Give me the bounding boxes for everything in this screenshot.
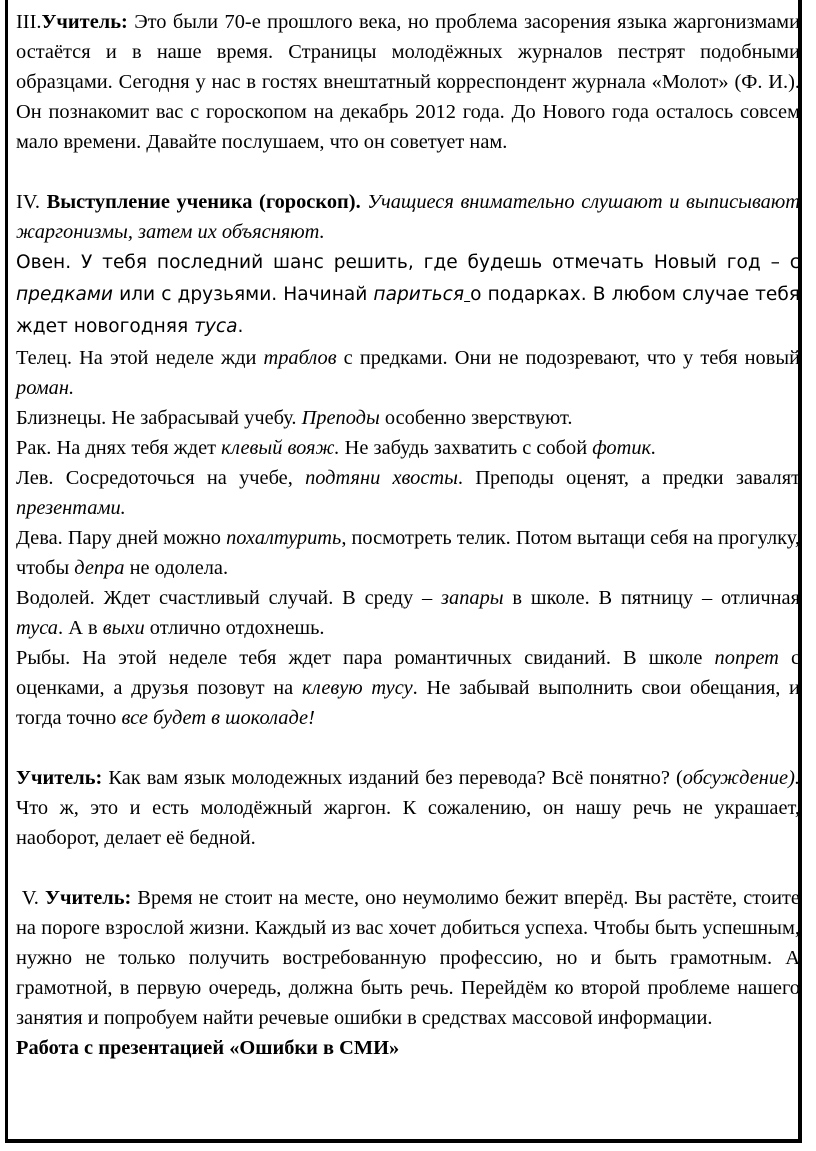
text: или с друзьями. Начинай	[113, 284, 374, 305]
horoscope-rak	[16, 433, 800, 463]
text: отлично отдохнешь.	[144, 617, 325, 639]
text: Рак. На днях тебя ждет	[16, 437, 222, 459]
teacher-discussion-paragraph	[16, 763, 800, 853]
text: Что ж, это и есть молодёжный жаргон. К сожалению, он нашу речь не украшает, наоборот, делает её бедной.	[16, 797, 800, 849]
section-number: III.	[16, 11, 42, 33]
paragraph-text: Это были 70-е прошлого века, но проблема засорения языка жаргонизмами остаётся и в наше время. Страницы молодёжных журналов пестрят подобными образцами. Сегодня у нас в гостях внештатный корреспондент журнала «Молот» (Ф. И.). Он познакомит вас с гороскопом на декабрь 2012 года. До Нового года осталось совсем мало времени. Давайте послушаем, что он советует нам.	[16, 11, 800, 153]
jargon-word: париться	[373, 284, 465, 305]
section-number: IV.	[16, 191, 47, 213]
text: .	[237, 316, 244, 337]
jargon-word: роман.	[16, 377, 75, 399]
text: , посмотреть телик. Потом вытащи себя на прогулку, чтобы	[16, 527, 801, 579]
jargon-word: траблов	[263, 347, 337, 369]
text: Рыбы. На этой неделе тебя ждет пара романтичных свиданий. В школе	[16, 647, 715, 669]
section-3-paragraph	[16, 7, 800, 157]
text: . Не забывай выполнить свои обещания, и тогда точно	[16, 677, 800, 729]
horoscope-lev	[16, 463, 800, 523]
presentation-heading	[16, 1033, 800, 1063]
horoscope-telets	[16, 343, 800, 403]
speaker-label: Учитель:	[44, 887, 132, 909]
jargon-word: туса	[194, 316, 238, 337]
text: . Преподы оценят, а предки завалят	[457, 467, 800, 489]
jargon-word: все будет в шоколаде!	[121, 707, 315, 729]
instruction-text: Учащиеся внимательно слушают и выписывают жаргонизмы, затем их объясняют.	[16, 191, 800, 243]
jargon-word: запары	[441, 587, 504, 609]
text: о подарках. В любом случае тебя ждет новогодняя	[16, 284, 800, 337]
jargon-word: депра	[74, 557, 125, 579]
jargon-word: туса	[16, 617, 58, 639]
text: Как вам язык молодежных изданий без перевода? Всё понятно? (	[102, 767, 683, 789]
jargon-word: похалтурить	[226, 527, 342, 549]
jargon-word: подтяни хвосты	[305, 467, 458, 489]
section-number: V.	[16, 887, 45, 909]
horoscope-ryby	[16, 643, 800, 733]
text: . А в	[58, 617, 103, 639]
stage-direction: обсуждение).	[682, 767, 800, 789]
speaker-label: Учитель:	[41, 11, 128, 33]
text: Не забудь захватить с собой	[339, 437, 593, 459]
section-5-paragraph	[16, 883, 800, 1033]
speaker-label: Учитель:	[16, 767, 103, 789]
text: Дева. Пару дней можно	[16, 527, 227, 549]
text: Близнецы. Не забрасывай учебу.	[16, 407, 302, 429]
jargon-word: фотик.	[592, 437, 657, 459]
jargon-word: клевый вояж.	[221, 437, 340, 459]
horoscope-deva	[16, 523, 800, 583]
text: Водолей. Ждет счастливый случай. В среду –	[16, 587, 442, 609]
jargon-word: Преподы	[301, 407, 380, 429]
document-body	[16, 7, 800, 1063]
text: Овен. У тебя последний шанс решить, где будешь отмечать Новый год – с	[16, 252, 800, 273]
section-title: Выступление ученика (гороскоп).	[46, 191, 361, 213]
jargon-word: попрет	[714, 647, 779, 669]
jargon-word: презентами.	[16, 497, 126, 519]
text: в школе. В пятницу – отличная	[503, 587, 800, 609]
text: не одолела.	[124, 557, 229, 579]
jargon-word: клевую тусу	[301, 677, 413, 699]
section-4-paragraph	[16, 187, 800, 247]
horoscope-vodoley	[16, 583, 800, 643]
text: особенно зверствуют.	[379, 407, 573, 429]
jargon-word: выхи	[102, 617, 145, 639]
heading-text: Работа с презентацией «Ошибки в СМИ»	[16, 1037, 400, 1059]
paragraph-text: Время не стоит на месте, оно неумолимо бежит вперёд. Вы растёте, стоите на пороге взрослой жизни. Каждый из вас хочет добиться успеха. Чтобы быть успешным, нужно не только получить востребованную профессию, но и быть грамотным. А грамотной, в первую очередь, должна быть речь. Перейдём ко второй проблеме нашего занятия и попробуем найти речевые ошибки в средствах массовой информации.	[16, 887, 800, 1029]
jargon-word: предками	[16, 284, 113, 305]
horoscope-bliznetsy	[16, 403, 800, 433]
horoscope-oven	[16, 247, 800, 343]
text: Телец. На этой неделе жди	[16, 347, 264, 369]
text: Лев. Сосредоточься на учебе,	[16, 467, 306, 489]
text: с оценками, а друзья позовут на	[16, 647, 800, 699]
text: с предками. Они не подозревают, что у тебя новый	[336, 347, 800, 369]
